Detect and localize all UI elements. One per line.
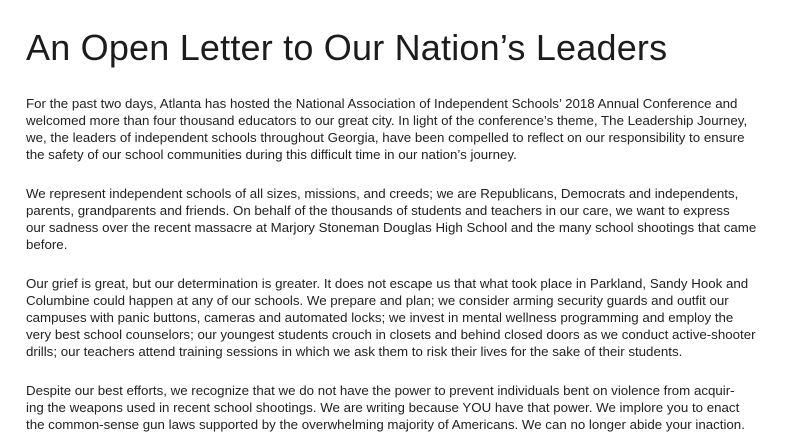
text-line: parents, grandparents and friends. On behalf of the thousands of students and teachers in our care, we want to express bbox=[26, 203, 730, 218]
text-line: the common-sense gun laws supported by the overwhelming majority of Americans. We can no longer abide your inaction. bbox=[26, 417, 745, 432]
text-line: the safety of our school communities during this difficult time in our nation’s journey. bbox=[26, 147, 517, 162]
letter-body bbox=[26, 95, 778, 440]
paragraph-3 bbox=[26, 275, 778, 360]
text-line: Our grief is great, but our determination is greater. It does not escape us that what took place in Parkland, Sandy Hook and bbox=[26, 276, 749, 291]
text-line: For the past two days, Atlanta has hosted the National Association of Independent Schools’ 2018 Annual Conference and bbox=[26, 96, 738, 111]
paragraph-1 bbox=[26, 95, 778, 163]
text-line: campuses with panic buttons, cameras and automated locks; we invest in mental wellness programming and employ the bbox=[26, 310, 734, 325]
page-title: An Open Letter to Our Nation’s Leaders bbox=[26, 27, 668, 68]
text-line: very best school counselors; our youngest students crouch in closets and behind closed doors as we conduct active-shooter bbox=[26, 327, 756, 342]
text-line: We represent independent schools of all sizes, missions, and creeds; we are Republicans, Democrats and independents, bbox=[26, 186, 739, 201]
text-line: our sadness over the recent massacre at Marjory Stoneman Douglas High School and the many school shootings that came bbox=[26, 220, 757, 235]
paragraph-2 bbox=[26, 185, 778, 253]
text-line: Despite our best efforts, we recognize that we do not have the power to prevent individuals bent on violence from acquir- bbox=[26, 383, 735, 398]
text-line: drills; our teachers attend training sessions in which we ask them to risk their lives for the sake of their students. bbox=[26, 344, 683, 359]
paragraph-4 bbox=[26, 382, 778, 433]
text-line: welcomed more than four thousand educators to our great city. In light of the conference’s theme, The Leadership Journey, bbox=[26, 113, 748, 128]
text-line: we, the leaders of independent schools throughout Georgia, have been compelled to reflect on our responsibility to ensure bbox=[26, 130, 745, 145]
text-line: ing the weapons used in recent school shootings. We are writing because YOU have that power. We implore you to enact bbox=[26, 400, 740, 415]
text-line: Columbine could happen at any of our schools. We prepare and plan; we consider arming security guards and outfit our bbox=[26, 293, 729, 308]
text-line: before. bbox=[26, 237, 68, 252]
